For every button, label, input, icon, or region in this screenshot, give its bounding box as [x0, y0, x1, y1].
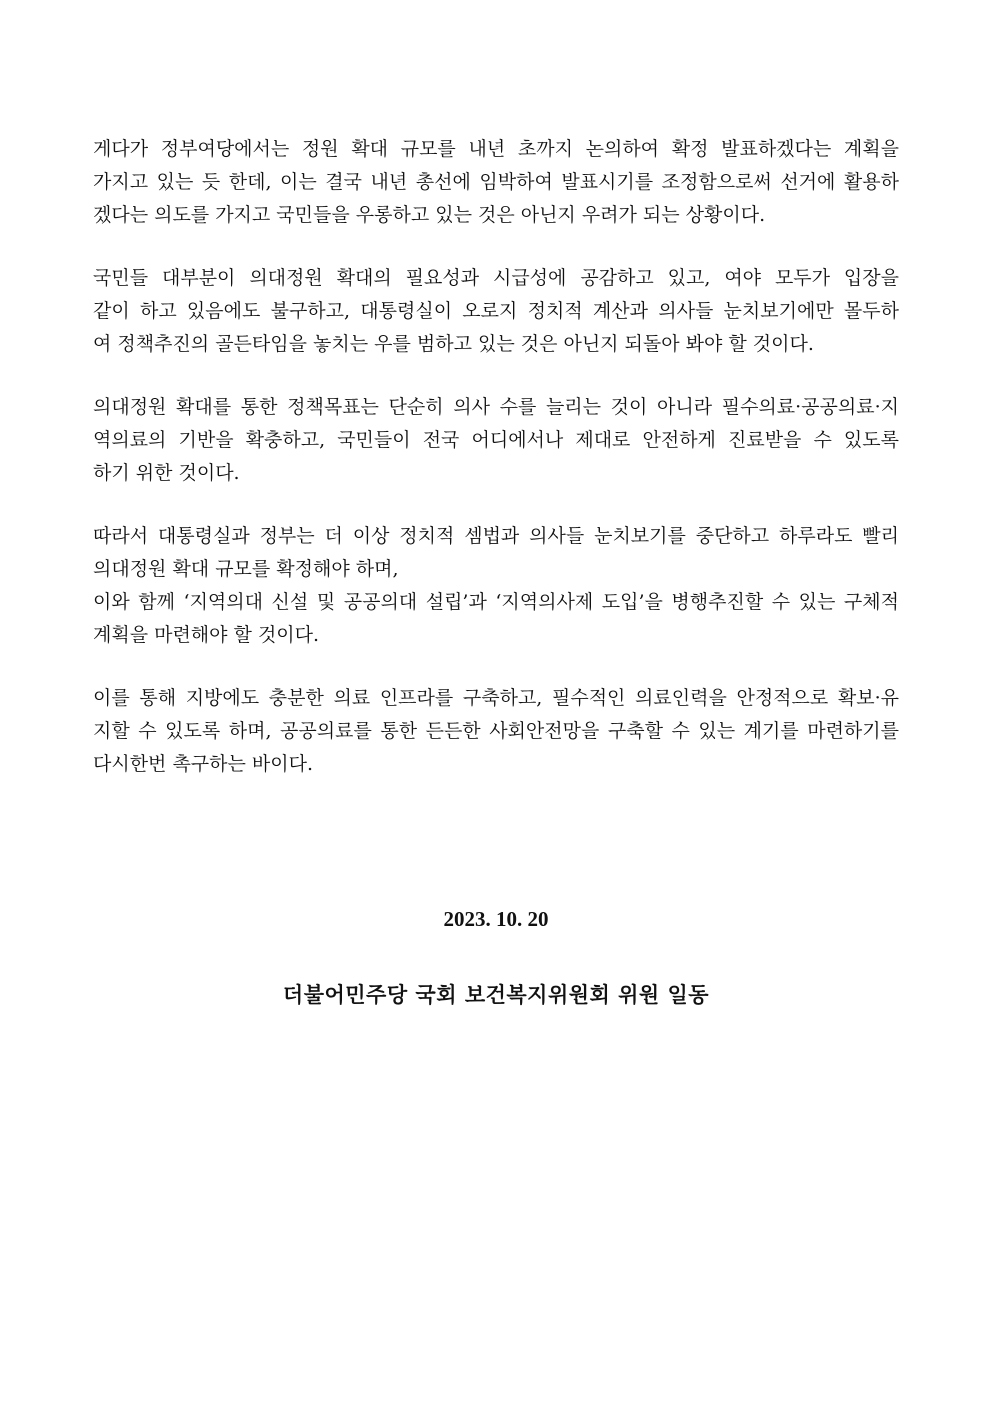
- statement-date: 2023. 10. 20: [443, 907, 549, 931]
- text-line: 게다가 정부여당에서는 정원 확대 규모를 내년 초까지 논의하여 확정 발표하겠다는 계획을: [93, 138, 899, 160]
- paragraph-1: [93, 133, 899, 232]
- text-line: 여 정책추진의 골든타임을 놓치는 우를 범하고 있는 것은 아닌지 되돌아 봐야 할 것이다.: [93, 333, 814, 355]
- text-line: 이와 함께 ‘지역의대 신설 및 공공의대 설립’과 ‘지역의사제 도입’을 병행추진할 수 있는 구체적: [93, 591, 899, 613]
- text-line: 국민들 대부분이 의대정원 확대의 필요성과 시급성에 공감하고 있고, 여야 모두가 입장을: [93, 267, 899, 289]
- paragraph-5: [93, 682, 899, 781]
- text-line: 이를 통해 지방에도 충분한 의료 인프라를 구축하고, 필수적인 의료인력을 안정적으로 확보·유: [93, 687, 899, 709]
- text-line: 가지고 있는 듯 한데, 이는 결국 내년 총선에 임박하여 발표시기를 조정함으로써 선거에 활용하: [93, 171, 899, 193]
- text-line: 역의료의 기반을 확충하고, 국민들이 전국 어디에서나 제대로 안전하게 진료받을 수 있도록: [93, 429, 899, 451]
- text-line: 계획을 마련해야 할 것이다.: [93, 624, 320, 646]
- statement-body: [93, 133, 899, 811]
- text-line: 지할 수 있도록 하며, 공공의료를 통한 든든한 사회안전망을 구축할 수 있는 계기를 마련하기를: [93, 720, 899, 742]
- text-line: 의대정원 확대 규모를 확정해야 하며,: [93, 558, 399, 580]
- text-line: 같이 하고 있음에도 불구하고, 대통령실이 오로지 정치적 계산과 의사들 눈치보기에만 몰두하: [93, 300, 899, 322]
- text-line: 겠다는 의도를 가지고 국민들을 우롱하고 있는 것은 아닌지 우려가 되는 상황이다.: [93, 204, 766, 226]
- text-line: 의대정원 확대를 통한 정책목표는 단순히 의사 수를 늘리는 것이 아니라 필수의료·공공의료·지: [93, 396, 899, 418]
- paragraph-3: [93, 391, 899, 490]
- paragraph-2: [93, 262, 899, 361]
- paragraph-4: [93, 520, 899, 652]
- signatory-line: 더불어민주당 국회 보건복지위원회 위원 일동: [282, 982, 710, 1007]
- text-line: 다시한번 촉구하는 바이다.: [93, 753, 314, 775]
- text-line: 따라서 대통령실과 정부는 더 이상 정치적 셈법과 의사들 눈치보기를 중단하고 하루라도 빨리: [93, 525, 899, 547]
- text-line: 하기 위한 것이다.: [93, 462, 240, 484]
